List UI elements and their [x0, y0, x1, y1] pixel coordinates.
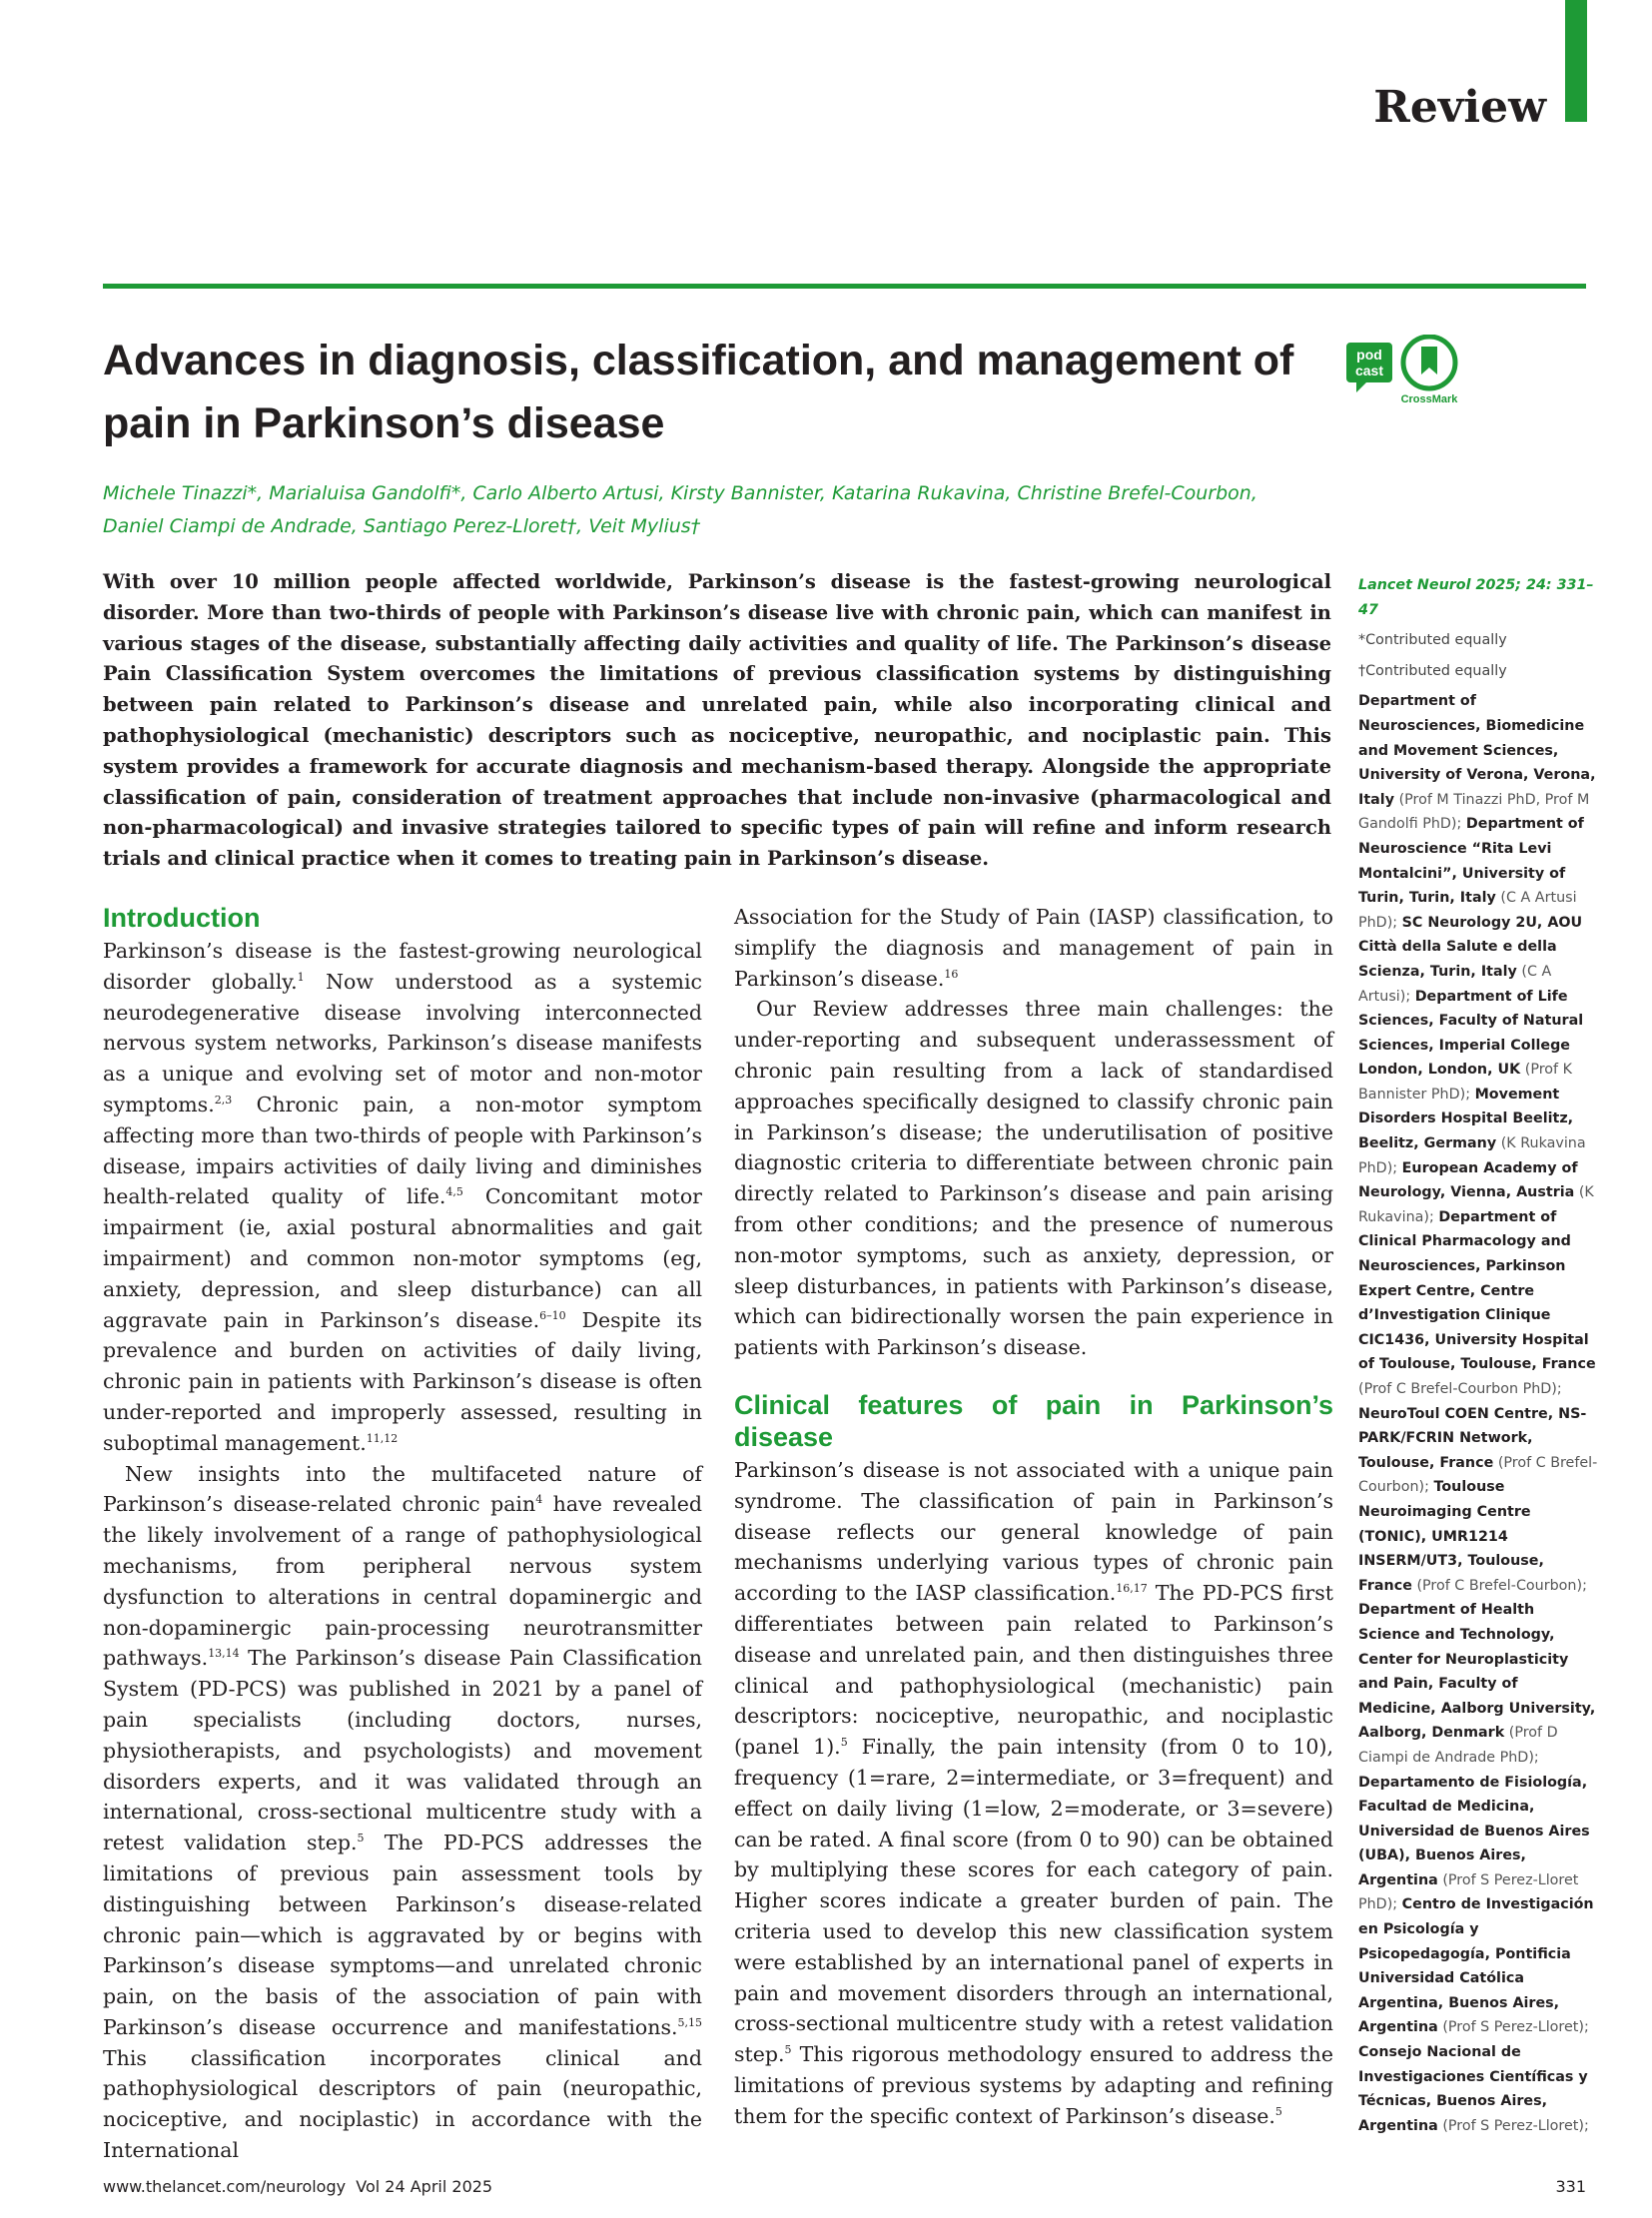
article-title: Advances in diagnosis, classification, and management of pain in Parkinson’s disease: [103, 337, 1294, 447]
affiliation-people: (Prof S Perez-Lloret PhD);: [1358, 1871, 1579, 1913]
citation-ref: 5: [357, 1832, 365, 1846]
affiliation-name: Department of Health Science and Technology, Center for Neuroplasticity and Pain, Faculty of Medicine, Aalborg University, Aalborg, Denmark: [1358, 1602, 1596, 1742]
affiliation-people: (C A Artusi PhD);: [1358, 890, 1577, 931]
section-heading-clinical-features: Clinical features of pain in Parkinson’s disease: [734, 1389, 1333, 1452]
contribution-note: †Contributed equally: [1358, 662, 1507, 679]
podcast-icon[interactable]: [1344, 339, 1394, 394]
body-paragraph: Parkinson’s disease is not associated with a unique pain syndrome. The classification of pain in Parkinson’s disease reflects our general knowledge of pain mechanisms underlying various types of chronic pain according to the IASP classification.$^{16,17}$ The PD-PCS first differentiates between pain related to Parkinson’s disease and unrelated pain, and then distinguishes three clinical and pathophysiological (mechanistic) pain descriptors: nociceptive, neuropathic, and nociplastic (panel 1).$^5$ Finally, the pain intensity (from 0 to 10), frequency (1=rare, 2=intermediate, or 3=frequent) and effect on daily living (1=low, 2=moderate, or 3=severe) can be rated. A final score (from 0 to 90) can be obtained by multiplying these scores for each category of pain. Higher scores indicate a greater burden of pain. The criteria used to develop this new classification system were established by an international panel of experts in pain and movement disorders through an international, cross-sectional multicentre study with a retest validation step.$^5$ This rigorous methodology ensured to address the limitations of previous systems by adapting and refining them for the specific context of Parkinson’s disease.$^5$: [734, 1457, 1333, 2128]
affiliation-name: Department of Life Sciences, Faculty of Natural Sciences, Imperial College London, London, UK: [1358, 988, 1584, 1079]
section-color-tab: [1565, 0, 1587, 122]
affiliation-entry: [1358, 1479, 1587, 1593]
affiliation-entry: [1358, 693, 1596, 832]
author-line: Michele Tinazzi*, Marialuisa Gandolfi*, Carlo Alberto Artusi, Kirsty Bannister, Katarina Rukavina, Christine Brefel-Courbon,: [103, 482, 1257, 504]
affiliation-name: Departamento de Fisiología, Facultad de Medicina, Universidad de Buenos Aires (UBA), Buenos Aires, Argentina: [1358, 1774, 1590, 1888]
affiliation-people: (Prof M Tinazzi PhD, Prof M Gandolfi PhD);: [1358, 791, 1590, 833]
podcast-icon-text-top: pod: [1356, 347, 1382, 363]
crossmark-icon-text: CrossMark: [1400, 393, 1458, 405]
affiliation-name: European Academy of Neurology, Vienna, Austria: [1358, 1159, 1578, 1201]
citation-ref: 6–10: [539, 1308, 566, 1322]
crossmark-icon[interactable]: [1399, 335, 1459, 406]
affiliation-name: Department of Neuroscience “Rita Levi Montalcini”, University of Turin, Turin, Italy: [1358, 816, 1584, 907]
citation-ref: 1: [297, 970, 305, 984]
body-paragraph: Association for the Study of Pain (IASP) classification, to simplify the diagnosis and management of pain in Parkinson’s disease.$^{16}$: [734, 905, 1333, 991]
citation-ref: 5,15: [677, 2016, 702, 2030]
journal-url[interactable]: www.thelancet.com/neurology: [103, 2177, 347, 2196]
affiliation-people: (K Rukavina PhD);: [1358, 1135, 1586, 1176]
citation-ref: 4: [535, 1493, 543, 1507]
affiliation-entry: [1358, 989, 1583, 1103]
citation-ref: 5: [784, 2043, 792, 2057]
affiliation-entry: [1358, 816, 1584, 930]
affiliation-people: (Prof C Brefel-Courbon);: [1358, 1454, 1598, 1496]
issue-info: Vol 24 April 2025: [356, 2177, 493, 2196]
body-paragraph: Parkinson’s disease is the fastest-growing neurological disorder globally.$^1$ Now understood as a systemic neurodegenerative disease involving interconnected nervous system networks, Parkinson’s disease manifests as a unique and evolving set of motor and non-motor symptoms.$^{2,3}$ Chronic pain, a non-motor symptom affecting more than two-thirds of people with Parkinson’s disease, impairs activities of daily living and diminishes health-related quality of life.$^{4,5}$ Concomitant motor impairment (ie, axial postural abnormalities and gait impairment) and common non-motor symptoms (eg, anxiety, depression, and sleep disturbance) can all aggravate pain in Parkinson’s disease.$^{6-10}$ Despite its prevalence and burden on activities of daily living, chronic pain in patients with Parkinson’s disease is often under-reported and improperly assessed, resulting in suboptimal management.$^{11,12}$: [103, 939, 703, 1455]
affiliation-entry: [1358, 1602, 1595, 1766]
affiliation-people: (Prof C Brefel-Courbon);: [1411, 1577, 1587, 1594]
citation-ref: 16: [944, 967, 959, 981]
citation-ref: 16,17: [1116, 1582, 1148, 1596]
affiliation-people: (Prof D Ciampi de Andrade PhD);: [1358, 1725, 1558, 1766]
header-rule: [103, 284, 1586, 289]
affiliation-people: (Prof C Brefel-Courbon PhD);: [1358, 1381, 1562, 1397]
affiliation-entry: [1358, 1775, 1590, 1913]
journal-citation: Lancet Neurol 2025; 24: 331–47: [1358, 577, 1594, 618]
citation-ref: 2,3: [214, 1094, 233, 1108]
section-label: Review: [1373, 82, 1546, 133]
affiliation-entry: [1358, 1209, 1596, 1397]
affiliation-entry: [1358, 2044, 1589, 2134]
affiliation-name: Department of Neurosciences, Biomedicine and Movement Sciences, University of Verona, Verona, Italy: [1358, 693, 1596, 808]
citation-ref: 11,12: [366, 1431, 399, 1445]
page-number: 331: [1555, 2177, 1586, 2196]
citation-ref: 13,14: [208, 1647, 240, 1661]
contribution-note: *Contributed equally: [1358, 632, 1507, 649]
affiliation-people: (Prof K Bannister PhD);: [1358, 1062, 1572, 1103]
affiliation-list: [1358, 689, 1598, 2138]
affiliation-people: (C A Artusi);: [1358, 963, 1552, 1005]
affiliation-people: (K Rukavina);: [1358, 1184, 1594, 1225]
footer-journal: [103, 2177, 492, 2196]
affiliation-people: (Prof S Perez-Lloret);: [1437, 2117, 1589, 2134]
affiliation-name: Movement Disorders Hospital Beelitz, Beelitz, Germany: [1358, 1086, 1574, 1152]
citation-ref: 5: [1274, 2104, 1282, 2118]
author-line: Daniel Ciampi de Andrade, Santiago Perez-Lloret†, Veit Mylius†: [103, 515, 701, 537]
section-heading-introduction: Introduction: [103, 903, 261, 933]
podcast-icon-text-bottom: cast: [1354, 363, 1384, 378]
affiliation-name: SC Neurology 2U, AOU Città della Salute e della Scienza, Turin, Italy: [1358, 914, 1583, 980]
abstract: With over 10 million people affected worldwide, Parkinson’s disease is the fastest-growing neurological disorder. More than two-thirds of people with Parkinson’s disease live with chronic pain, which can manifest in various stages of the disease, substantially affecting daily activities and quality of life. The Parkinson’s disease Pain Classification System overcomes the limitations of previous classification systems by distinguishing between pain related to Parkinson’s disease and unrelated pain, while also incorporating clinical and pathophysiological (mechanistic) descriptors such as nociceptive, neuropathic, and nociplastic pain. This system provides a framework for accurate diagnosis and mechanism-based therapy. Alongside the appropriate classification of pain, consideration of treatment approaches that include non-invasive (pharmacological and non-pharmacological) and invasive strategies tailored to specific types of pain will refine and inform research trials and clinical practice when it comes to treating pain in Parkinson’s disease.: [103, 570, 1331, 871]
body-paragraph: New insights into the multifaceted nature of Parkinson’s disease-related chronic pain$^4$ have revealed the likely involvement of a range of pathophysiological mechanisms, from peripheral nervous system dysfunction to alterations in central dopaminergic and non-dopaminergic pain-processing neurotransmitter pathways.$^{13,14}$ The Parkinson’s disease Pain Classification System (PD-PCS) was published in 2021 by a panel of pain specialists (including doctors, nurses, physiotherapists, and psychologists) and movement disorders experts, and it was validated through an international, cross-sectional multicentre study with a retest validation step.$^5$ The PD-PCS addresses the limitations of previous pain assessment tools by distinguishing between Parkinson’s disease-related chronic pain—which is aggravated by or begins with Parkinson’s disease symptoms—and unrelated chronic pain, on the basis of the association of pain with Parkinson’s disease occurrence and manifestations.$^{5,15}$ This classification incorporates clinical and pathophysiological descriptors of pain (neuropathic, nociceptive, and nociplastic) in accordance with the International: [103, 1461, 702, 2163]
affiliation-name: NeuroToul COEN Centre, NS-PARK/FCRIN Network, Toulouse, France: [1358, 1405, 1587, 1471]
author-list: [103, 477, 1301, 543]
citation-ref: 5: [840, 1736, 848, 1750]
body-column-left: [103, 902, 702, 2166]
affiliation-name: Department of Clinical Pharmacology and Neurosciences, Parkinson Expert Centre, Centre d’Investigation Clinique CIC1436, University Hospital of Toulouse, Toulouse, France: [1358, 1208, 1596, 1373]
body-paragraph: Our Review addresses three main challenges: the under-reporting and subsequent underassessment of chronic pain resulting from a lack of standardised approaches specifically designed to classify chronic pain in Parkinson’s disease; the underutilisation of positive diagnostic criteria to differentiate between chronic pain directly related to Parkinson’s disease and pain arising from other conditions; and the presence of numerous non-motor symptoms, such as anxiety, depression, or sleep disturbances, in patients with Parkinson’s disease, which can bidirectionally worsen the pain experience in patients with Parkinson’s disease.: [734, 997, 1333, 1360]
affiliation-name: Consejo Nacional de Investigaciones Científicas y Técnicas, Buenos Aires, Argentina: [1358, 2044, 1588, 2134]
affiliation-name: Toulouse Neuroimaging Centre (TONIC), UMR1214 INSERM/UT3, Toulouse, France: [1358, 1479, 1544, 1594]
affiliation-people: (Prof S Perez-Lloret);: [1437, 2019, 1589, 2036]
affiliation-entry: [1358, 1896, 1594, 2035]
body-column-right: [734, 902, 1333, 2131]
article-icons: [1344, 335, 1464, 414]
margin-sidebar: [1358, 573, 1598, 2138]
affiliation-name: Centro de Investigación en Psicología y Psicopedagogía, Pontificia Universidad Católica Argentina, Buenos Aires, Argentina: [1358, 1896, 1594, 2036]
citation-ref: 4,5: [445, 1185, 463, 1199]
